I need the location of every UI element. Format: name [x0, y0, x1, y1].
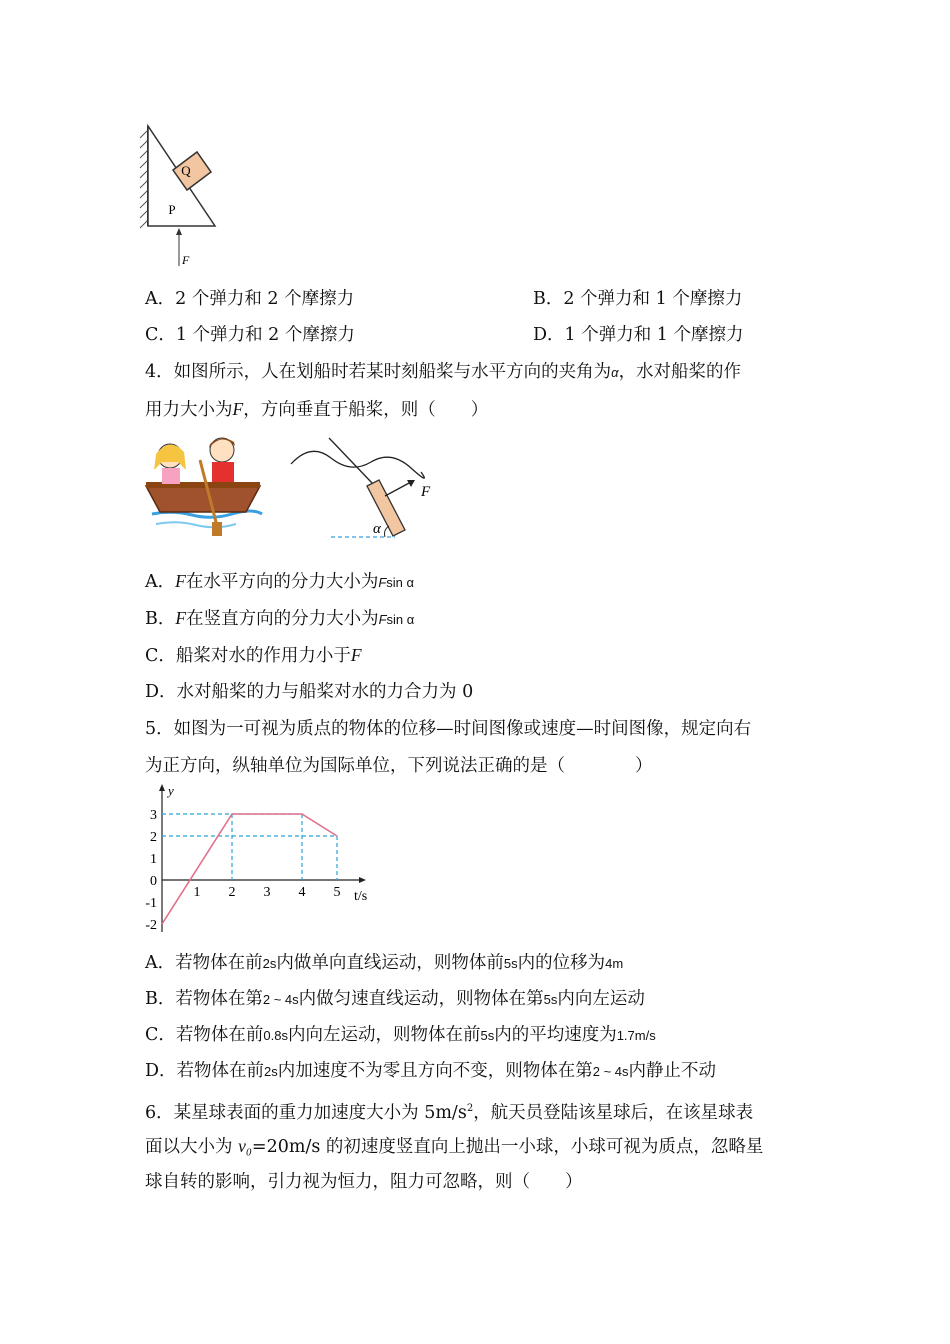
q4-stem-line2: 用力大小为F，方向垂直于船桨，则（ ）	[145, 399, 489, 420]
q5-option-b: B．若物体在第2 ~ 4s内做匀速直线运动，则物体在第5s内向左运动	[145, 989, 645, 1009]
q4-option-b: B．F在竖直方向的分力大小为Fsin α	[145, 608, 415, 629]
y-tick-label: -2	[145, 918, 157, 933]
x-tick-label: 1	[193, 885, 201, 900]
paddle-f-label: F	[421, 484, 431, 500]
x-axis-label: t/s	[354, 889, 368, 904]
q5-option-a: A．若物体在前2s内做单向直线运动，则物体前5s内的位移为4m	[145, 953, 624, 973]
label-p: P	[168, 202, 176, 217]
x-tick-label: 3	[263, 885, 271, 900]
q4-stem-line1: 4．如图所示，人在划船时若某时刻船桨与水平方向的夹角为α，水对船桨的作	[145, 362, 742, 382]
q3-option-b: B．2 个弹力和 1 个摩擦力	[533, 289, 743, 309]
x-axis-arrow	[359, 877, 366, 883]
y-tick-label: 2	[150, 830, 157, 845]
q5-option-d: D．若物体在前2s内加速度不为零且方向不变，则物体在第2 ~ 4s内静止不动	[145, 1061, 717, 1081]
q3-option-d: D．1 个弹力和 1 个摩擦力	[533, 325, 744, 345]
q5-chart	[140, 782, 390, 942]
y-tick-label: 1	[150, 852, 157, 867]
q4-option-a: A．F在水平方向的分力大小为Fsin α	[145, 571, 415, 592]
x-tick-label: 5	[333, 885, 341, 900]
paddle-diagram	[285, 432, 445, 544]
x-tick-label: 4	[298, 885, 306, 900]
q6-stem-line1: 6．某星球表面的重力加速度大小为 $5m/s^2$，航天员登陆该星球后，在该星球表	[145, 1102, 754, 1123]
y-tick-label: 0	[150, 874, 157, 889]
y-axis-label: y	[168, 783, 174, 798]
q4-option-d: D．水对船桨的力与船桨对水的力合力为 0	[145, 682, 474, 702]
series-line	[162, 814, 337, 924]
y-tick-label: -1	[145, 896, 157, 911]
paddle-alpha-label: α	[373, 521, 381, 537]
y-tick-label: 3	[150, 808, 157, 823]
q6-stem-line2: 面以大小为 v₀=20m/s 的初速度竖直向上抛出一小球，小球可视为质点，忽略星	[145, 1136, 764, 1157]
q4-option-c: C．船桨对水的作用力小于F	[145, 645, 362, 666]
q5-stem-line2: 为正方向，纵轴单位为国际单位，下列说法正确的是（ ）	[145, 756, 653, 776]
label-f: F	[182, 253, 190, 267]
label-q: Q	[181, 163, 191, 178]
y-axis-arrow	[159, 784, 165, 791]
q3-option-c: C．1 个弹力和 2 个摩擦力	[145, 325, 355, 345]
q5-option-c: C．若物体在前0.8s内向左运动，则物体在前5s内的平均速度为1.7m/s	[145, 1025, 656, 1045]
x-tick-label: 2	[228, 885, 236, 900]
q5-stem-line1: 5．如图为一可视为质点的物体的位移—时间图像或速度—时间图像，规定向右	[145, 719, 752, 739]
boat-illustration	[142, 432, 267, 542]
q6-stem-line3: 球自转的影响，引力视为恒力，阻力可忽略，则（ ）	[145, 1172, 583, 1192]
wedge-figure	[135, 118, 235, 278]
q3-option-a: A．2 个弹力和 2 个摩擦力	[145, 289, 355, 309]
